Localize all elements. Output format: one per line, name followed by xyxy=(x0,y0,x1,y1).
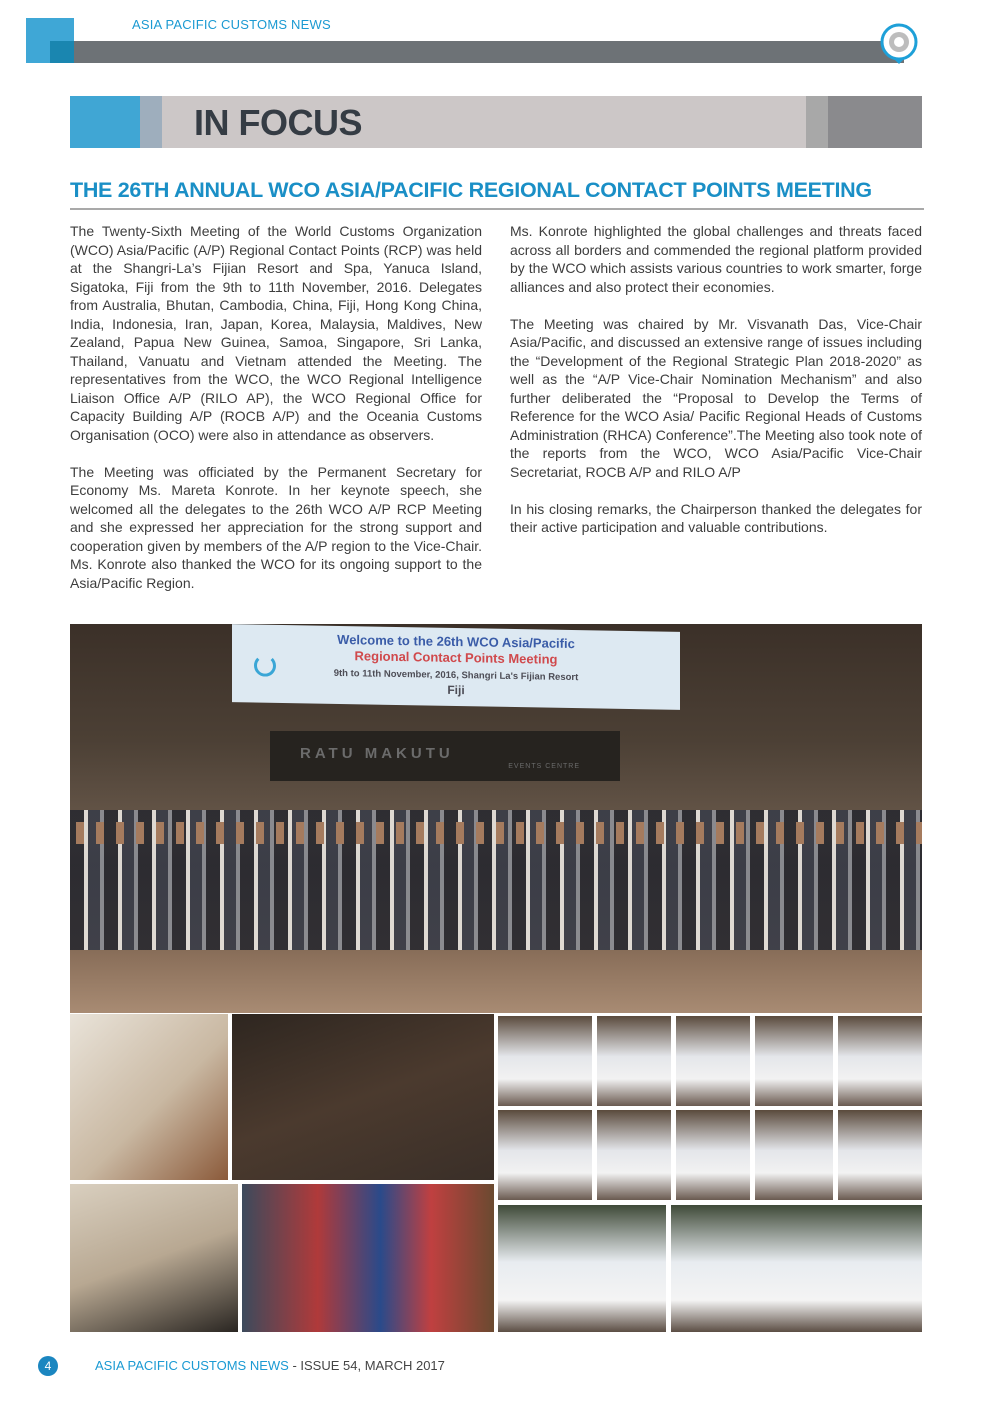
delegate-portrait xyxy=(597,1016,671,1106)
section-title: IN FOCUS xyxy=(194,102,363,143)
article-column-left xyxy=(70,222,482,611)
sign-subtext: EVENTS CENTRE xyxy=(508,763,580,770)
article-title: THE 26TH ANNUAL WCO ASIA/PACIFIC REGIONAL CONTACT POINTS MEETING xyxy=(70,178,872,202)
banner-line-2: Regional Contact Points Meeting xyxy=(354,648,558,667)
delegates-group-photo xyxy=(70,1184,238,1332)
delegate-portrait xyxy=(755,1016,833,1106)
footer xyxy=(95,1358,445,1373)
paragraph: The Meeting was officiated by the Permanent Secretary for Economy Ms. Mareta Konrote. In her keynote speech, she welcomed all the delegates to the 26th WCO A/P RCP Meeting and she expressed her appreciation for the strong support and cooperation given by members of the A/P region to the Vice-Chair. Ms. Konrote also thanked the WCO for its ongoing support to the Asia/Pacific Region. xyxy=(70,463,482,591)
header-accent-block-dark xyxy=(50,41,74,63)
banner-line-1: Welcome to the 26th WCO Asia/Pacific xyxy=(337,631,575,652)
banner-line-3: 9th to 11th November, 2016, Shangri La's Fijian Resort xyxy=(333,667,579,684)
delegates-at-table-photo xyxy=(671,1205,922,1332)
delegate-portrait xyxy=(676,1110,750,1200)
delegates-at-table-photo xyxy=(498,1205,666,1332)
page-number: 4 xyxy=(38,1356,58,1376)
paragraph: In his closing remarks, the Chairperson thanked the delegates for their active participation and valuable contributions. xyxy=(510,500,922,535)
paragraph: The Twenty-Sixth Meeting of the World Customs Organization (WCO) Asia/Pacific (A/P) Regional Contact Points (RCP) was held at the Shangri-La’s Fijian Resort and Spa, Yanuca Island, Sigatoka, Fiji from the 9th to 11th November, 2016. Delegates from Australia, Bhutan, Cambodia, China, Fiji, Hong Kong China, India, Indonesia, Iran, Japan, Korea, Malaysia, Maldives, New Zealand, Papua New Guinea, Samoa, Singapore, Sri Lanka, Thailand, Vanuatu and Vietnam attended the Meeting. The representatives from the WCO, the WCO Regional Intelligence Liaison Office A/P (RILO AP), the WCO Regional Office for Capacity Building A/P (ROCB A/P) and the Oceania Customs Organisation (OCO) were also in attendance as observers. xyxy=(70,223,482,443)
paragraph: The Meeting was chaired by Mr. Visvanath Das, Vice-Chair Asia/Pacific, and discussed an extensive range of issues including the “Development of the Regional Strategic Plan 2018-2020” as well as the “A/P Vice-Chair Nomination Mechanism” and also further deliberated the “Proposal to Develop the Terms of Reference for the WCO Asia/ Pacific Regional Heads of Customs Administration (RHCA) Conference”.The Meeting also took note of the reports from the WCO, WCO Asia/Pacific Vice-Chair Secretariat, ROCB A/P and RILO A/P xyxy=(510,315,922,480)
paragraph: Ms. Konrote highlighted the global challenges and threats faced across all borders and commended the regional platform provided by the WCO which assists various countries to work smarter, forge alliances and also protect their economies. xyxy=(510,223,922,295)
delegate-portrait xyxy=(838,1110,922,1200)
keynote-speech-photo xyxy=(70,1014,228,1180)
sign-text: RATU MAKUTU xyxy=(300,745,454,762)
article-column-right xyxy=(510,222,922,555)
delegate-portrait xyxy=(755,1110,833,1200)
header-bar xyxy=(74,41,904,63)
asia-pacific-customs-logo-icon xyxy=(878,22,920,64)
welcome-banner xyxy=(232,624,680,710)
delegate-portrait xyxy=(498,1110,592,1200)
banner-accent-gray xyxy=(806,96,828,148)
banner-accent-blue xyxy=(70,96,140,148)
speaker-podium-photo xyxy=(242,1184,494,1332)
delegates-faces xyxy=(70,822,922,844)
delegate-portrait xyxy=(676,1016,750,1106)
section-banner xyxy=(70,96,922,148)
events-centre-sign xyxy=(270,731,620,781)
delegate-portrait xyxy=(838,1016,922,1106)
publication-title: ASIA PACIFIC CUSTOMS NEWS xyxy=(132,17,331,32)
title-divider xyxy=(70,208,924,210)
delegates-standing-photo xyxy=(232,1014,494,1180)
banner-accent-steel xyxy=(140,96,162,148)
banner-accent-dark-gray xyxy=(828,96,922,148)
footer-issue: - ISSUE 54, MARCH 2017 xyxy=(288,1358,445,1373)
delegate-portrait xyxy=(597,1110,671,1200)
banner-line-4: Fiji xyxy=(447,682,465,698)
delegate-portrait xyxy=(498,1016,592,1106)
footer-brand: ASIA PACIFIC CUSTOMS NEWS xyxy=(95,1358,289,1373)
